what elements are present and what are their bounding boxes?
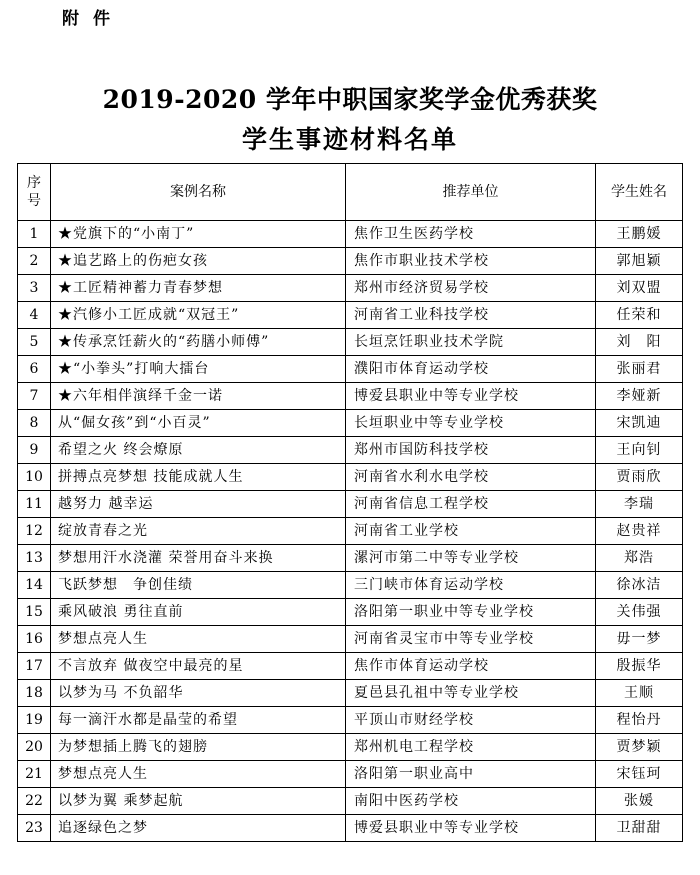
row-number: 7 — [18, 383, 51, 410]
table-row — [18, 572, 683, 599]
recommending-unit: 南阳中医药学校 — [346, 788, 596, 815]
table-row — [18, 383, 683, 410]
table-header — [18, 164, 683, 221]
case-name: 不言放弃 做夜空中最亮的星 — [51, 653, 346, 680]
student-name: 殷振华 — [596, 653, 683, 680]
recommending-unit: 博爱县职业中等专业学校 — [346, 383, 596, 410]
student-name: 宋钰珂 — [596, 761, 683, 788]
row-number: 1 — [18, 221, 51, 248]
table-row — [18, 707, 683, 734]
case-name: 梦想点亮人生 — [51, 761, 346, 788]
case-name: 追逐绿色之梦 — [51, 815, 346, 842]
case-name: ★六年相伴演绎千金一诺 — [51, 383, 346, 410]
header-unit: 推荐单位 — [346, 164, 596, 221]
student-name: 宋凯迪 — [596, 410, 683, 437]
row-number: 9 — [18, 437, 51, 464]
row-number: 10 — [18, 464, 51, 491]
recommending-unit: 河南省工业科技学校 — [346, 302, 596, 329]
recommending-unit: 郑州市国防科技学校 — [346, 437, 596, 464]
recommending-unit: 洛阳第一职业中等专业学校 — [346, 599, 596, 626]
table-row — [18, 626, 683, 653]
case-name: 绽放青春之光 — [51, 518, 346, 545]
student-name: 郭旭颖 — [596, 248, 683, 275]
row-number: 4 — [18, 302, 51, 329]
recommending-unit: 漯河市第二中等专业学校 — [346, 545, 596, 572]
page-title-line-1: 2019-2020 学年中职国家奖学金优秀获奖 — [102, 85, 598, 114]
recommending-unit: 河南省水利水电学校 — [346, 464, 596, 491]
case-name: 梦想点亮人生 — [51, 626, 346, 653]
student-name: 程怡丹 — [596, 707, 683, 734]
row-number: 21 — [18, 761, 51, 788]
recommending-unit: 三门峡市体育运动学校 — [346, 572, 596, 599]
case-name: ★汽修小工匠成就“双冠王” — [51, 302, 346, 329]
student-name: 王鹏媛 — [596, 221, 683, 248]
case-name: ★传承烹饪薪火的“药膳小师傅” — [51, 329, 346, 356]
row-number: 18 — [18, 680, 51, 707]
case-name: ★党旗下的“小南丁” — [51, 221, 346, 248]
student-name: 王向钊 — [596, 437, 683, 464]
recommending-unit: 博爱县职业中等专业学校 — [346, 815, 596, 842]
row-number: 5 — [18, 329, 51, 356]
row-number: 11 — [18, 491, 51, 518]
table-row — [18, 653, 683, 680]
row-number: 6 — [18, 356, 51, 383]
student-name: 王顺 — [596, 680, 683, 707]
case-name: 为梦想插上腾飞的翅膀 — [51, 734, 346, 761]
case-name: 拼搏点亮梦想 技能成就人生 — [51, 464, 346, 491]
table-row — [18, 275, 683, 302]
case-name: 从“倔女孩”到“小百灵” — [51, 410, 346, 437]
case-name: ★工匠精神蓄力青春梦想 — [51, 275, 346, 302]
recommending-unit: 濮阳市体育运动学校 — [346, 356, 596, 383]
row-number: 20 — [18, 734, 51, 761]
table-row — [18, 599, 683, 626]
case-name: 梦想用汗水浇灌 荣誉用奋斗来换 — [51, 545, 346, 572]
student-name: 贾雨欣 — [596, 464, 683, 491]
header-seq-top: 序 — [27, 175, 41, 191]
award-list-table — [17, 163, 683, 842]
table-row — [18, 491, 683, 518]
table-row — [18, 518, 683, 545]
page-title-line-2: 学生事迹材料名单 — [241, 125, 458, 154]
recommending-unit: 河南省信息工程学校 — [346, 491, 596, 518]
student-name: 刘 阳 — [596, 329, 683, 356]
student-name: 郑浩 — [596, 545, 683, 572]
header-case: 案例名称 — [51, 164, 346, 221]
table-row — [18, 788, 683, 815]
header-seq — [18, 164, 51, 221]
table-row — [18, 464, 683, 491]
recommending-unit: 郑州机电工程学校 — [346, 734, 596, 761]
table-row — [18, 410, 683, 437]
row-number: 17 — [18, 653, 51, 680]
student-name: 徐冰洁 — [596, 572, 683, 599]
recommending-unit: 郑州市经济贸易学校 — [346, 275, 596, 302]
case-name: 希望之火 终会燎原 — [51, 437, 346, 464]
recommending-unit: 河南省工业学校 — [346, 518, 596, 545]
row-number: 3 — [18, 275, 51, 302]
row-number: 19 — [18, 707, 51, 734]
recommending-unit: 焦作卫生医药学校 — [346, 221, 596, 248]
table-row — [18, 545, 683, 572]
table-row — [18, 302, 683, 329]
case-name: ★“小拳头”打响大擂台 — [51, 356, 346, 383]
recommending-unit: 长垣烹饪职业技术学院 — [346, 329, 596, 356]
case-name: ★追艺路上的伤疤女孩 — [51, 248, 346, 275]
row-number: 15 — [18, 599, 51, 626]
recommending-unit: 洛阳第一职业高中 — [346, 761, 596, 788]
table-row — [18, 680, 683, 707]
student-name: 赵贵祥 — [596, 518, 683, 545]
recommending-unit: 焦作市体育运动学校 — [346, 653, 596, 680]
row-number: 16 — [18, 626, 51, 653]
header-seq-bottom: 号 — [27, 193, 41, 209]
table-row — [18, 734, 683, 761]
row-number: 13 — [18, 545, 51, 572]
table-row — [18, 221, 683, 248]
case-name: 以梦为翼 乘梦起航 — [51, 788, 346, 815]
row-number: 14 — [18, 572, 51, 599]
row-number: 2 — [18, 248, 51, 275]
student-name: 刘双盟 — [596, 275, 683, 302]
row-number: 22 — [18, 788, 51, 815]
recommending-unit: 长垣职业中等专业学校 — [346, 410, 596, 437]
attachment-label: 附件 — [62, 9, 124, 29]
recommending-unit: 河南省灵宝市中等专业学校 — [346, 626, 596, 653]
row-number: 23 — [18, 815, 51, 842]
case-name: 以梦为马 不负韶华 — [51, 680, 346, 707]
student-name: 张媛 — [596, 788, 683, 815]
student-name: 卫甜甜 — [596, 815, 683, 842]
case-name: 越努力 越幸运 — [51, 491, 346, 518]
header-student: 学生姓名 — [596, 164, 683, 221]
row-number: 8 — [18, 410, 51, 437]
table-row — [18, 761, 683, 788]
table-row — [18, 248, 683, 275]
recommending-unit: 夏邑县孔祖中等专业学校 — [346, 680, 596, 707]
header-row — [18, 164, 683, 221]
table-body — [18, 221, 683, 842]
student-name: 张丽君 — [596, 356, 683, 383]
case-name: 飞跃梦想 争创佳绩 — [51, 572, 346, 599]
student-name: 贾梦颖 — [596, 734, 683, 761]
table-row — [18, 329, 683, 356]
student-name: 毋一梦 — [596, 626, 683, 653]
student-name: 李娅新 — [596, 383, 683, 410]
table-row — [18, 437, 683, 464]
case-name: 乘风破浪 勇往直前 — [51, 599, 346, 626]
student-name: 任荣和 — [596, 302, 683, 329]
student-name: 李瑞 — [596, 491, 683, 518]
recommending-unit: 焦作市职业技术学校 — [346, 248, 596, 275]
recommending-unit: 平顶山市财经学校 — [346, 707, 596, 734]
table-row — [18, 356, 683, 383]
row-number: 12 — [18, 518, 51, 545]
case-name: 每一滴汗水都是晶莹的希望 — [51, 707, 346, 734]
student-name: 关伟强 — [596, 599, 683, 626]
table-row — [18, 815, 683, 842]
